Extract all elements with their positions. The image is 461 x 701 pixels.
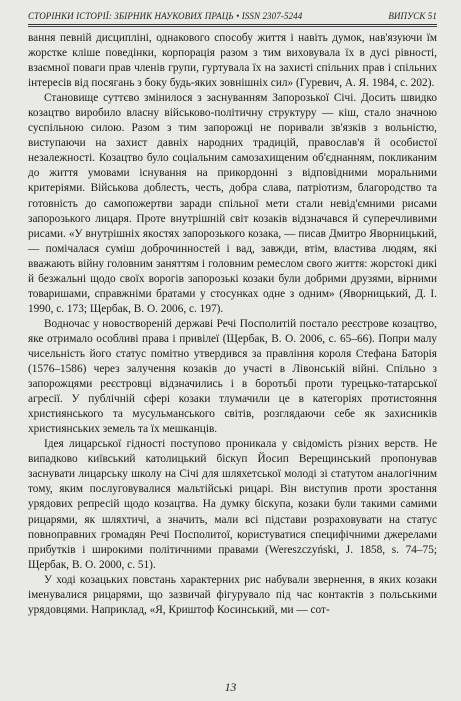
- issue-number: ВИПУСК 51: [388, 11, 437, 21]
- running-header: [28, 11, 437, 22]
- paragraph: Ідея лицарської гідності поступово проникала у свідомість різних верств. Не випадково київський католицький біскуп Йосип Верещинський пропонував заснувати лицарську школу на Січі для шляхетської молоді зі статутом аналогічним тому, яким послуговувалися мальтійські рицарі. Він виступив проти зростання урядових репресій щодо козацтва. На думку біскупа, козаки були такими самими рицарями, як шляхтичі, а значить, мали всі підстави розраховувати на статус повноправних громадян Речі Посполитої, користуватися специфічними джерелами прибутків і широкими політичними правами (Wereszczyński, J. 1858, s. 74–75; Щербак, В. О. 2000, с. 51).: [28, 438, 437, 571]
- paragraph: У ході козацьких повстань характерних рис набували звернення, в яких козаки іменувалися рицарями, що зазвичай фігурувало під час контактів з польськими урядовцями. Наприклад, «Я, Криштоф Косинський, ми — сот-: [28, 573, 437, 616]
- page-number: 13: [224, 682, 237, 694]
- body-text: [28, 31, 437, 618]
- paragraph: Становище суттєво змінилося з заснуванням Запорозької Січі. Досить швидко козацтво виробило власну військово-політичну структуру — кіш, стало значною суспільною силою. Разом з тим запорожці не поривали зв'язків з вольністю, виступаючи на захист давніх народних традицій, православ'я й особистої незалежності. Козацтво було соціальним самозахищеним об'єднанням, покликаним до життя умовами існування на прикордонні з відповідними моральними критеріями. Військова доблесть, честь, добра слава, патріотизм, благородство та готовність до самопожертви заради спільної мети стали невід'ємними рисами запорозького лицаря. Проте внутрішній світ козаків відзначався й суперечливими рисами. «У внутрішніх якостях запорозького козака, — писав Дмитро Яворницький, — помічалася суміш доброчинностей і вад, завжди, втім, властива людям, які вважають війну головним заняттям і головним ремеслом свого життя: жорстокі дикі й безжальні щодо своїх ворогів запорозькі козаки були добрими друзями, вірними товаришами, справжніми братами у стосунках одне з одним» (Яворницький, Д. І. 1990, с. 173; Щербак, В. О. 2006, с. 197).: [28, 92, 437, 315]
- paragraph: Водночас у новоствореній державі Речі Посполитій постало реєстрове козацтво, яке отримало особливі права і привілеї (Щербак, В. О. 2006, с. 65–66). Попри малу чисельність його статус помітно утвердився за правління короля Стефана Баторія (1576–1586) через залучення козаків до участі в Лівонській війні. Спільно з запорожцями реєстровці відзначились і в боротьбі проти турецько-татарської агресії. У публічній сфері козаки тлумачили це в категоріях протистояння християнського та мусульманського світів, розглядаючи себе як захисників християнських земель та їх мешканців.: [28, 317, 437, 436]
- journal-title: СТОРІНКИ ІСТОРІЇ: ЗБІРНИК НАУКОВИХ ПРАЦЬ • ISSN 2307-5244: [28, 11, 303, 21]
- paragraph-continued: вання певній дисципліні, однакового способу життя і навіть думок, нав'язуючи їм жорстке кліше поведінки, корпорація разом з тим виховувала їх в дусі рівності, взаємної поваги прав членів групи, гуртувала їх на захисті спільних прав і спільних інтересів від посягань з боку будь-яких зовнішніх сил» (Гуревич, А. Я. 1984, с. 202).: [28, 32, 437, 90]
- header-rule-thin: [28, 26, 437, 27]
- header-rule: [28, 24, 437, 25]
